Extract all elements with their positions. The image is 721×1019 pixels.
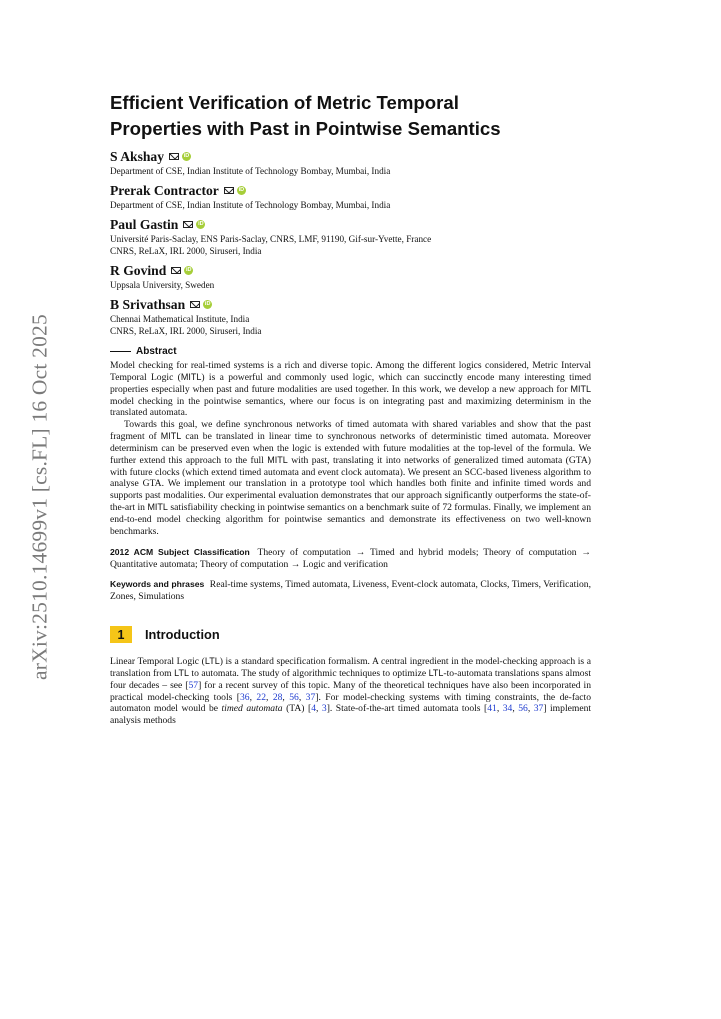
citation-link[interactable]: 56 [289, 691, 299, 703]
citation-link[interactable]: 36 [239, 691, 250, 703]
citation-link[interactable]: 57 [188, 679, 199, 691]
author-affiliation: Uppsala University, Sweden [110, 280, 215, 290]
orcid-icon[interactable]: iD [203, 300, 212, 309]
author-name: Paul Gastin iD [110, 217, 204, 232]
arxiv-identifier-text: arXiv:2510.14699v1 [cs.FL] 16 Oct 2025 [27, 314, 52, 680]
author-name: Prerak Contractor iD [110, 183, 245, 198]
author-name: R Govind iD [110, 263, 192, 278]
abstract-rule [110, 351, 131, 352]
section-heading [110, 626, 591, 643]
section-title: Introduction [145, 627, 220, 643]
abstract-paragraph: Model checking for real-timed systems is a rich and diverse topic. Among the different logics considered, Metric Interval Temporal Logic (MITL) is a powerful and commonly used logic, which can succinctly encode many interesting timed properties especially when past and future modalities are used together. In this work, we develop a new approach for MITL model checking in the pointwise semantics, where our focus is on integrating past and maximizing determinism in the translated automata. [110, 360, 591, 419]
author-affiliation: CNRS, ReLaX, IRL 2000, Siruseri, India [110, 246, 262, 256]
mail-icon[interactable] [224, 187, 234, 194]
citation-link[interactable]: 56 [518, 703, 528, 715]
author-block [110, 262, 591, 291]
author-name: B Srivathsan iD [110, 297, 211, 312]
section-number: 1 [110, 626, 132, 643]
paper-page [110, 90, 591, 727]
abstract-heading: Abstract [110, 346, 591, 357]
citation-link[interactable]: 34 [502, 703, 513, 715]
mail-icon[interactable] [190, 301, 200, 308]
abstract-paragraph: Towards this goal, we define synchronous networks of timed automata with shared variables and show that the past fragment of MITL can be translated in linear time to synchronous networks of deterministic timed automata. Moreover determinism can be preserved even when the logic is extended with future modalities at the top-level of the formula. We further extend this approach to the full MITL with past, translating it into networks of generalized timed automata (GTA) with future clocks (which extend timed automata and event clock automata). We present an SCC-based liveness algorithm to analyse GTA. We implement our translation in a prototype tool which handles both finite and infinite timed words and supports past modalities. Our experimental evaluation demonstrates that our approach significantly outperforms the state-of-the-art in MITL satisfiability checking in pointwise semantics on a benchmark suite of 72 formulas. Finally, we implement an end-to-end model checking algorithm for pointwise semantics and demonstrate its effectiveness on two well-known benchmarks. [110, 419, 591, 537]
keywords [110, 579, 591, 603]
author-affiliation: Chennai Mathematical Institute, India [110, 314, 250, 324]
author-affiliation: Université Paris-Saclay, ENS Paris-Saclay, CNRS, LMF, 91190, Gif-sur-Yvette, France [110, 234, 432, 244]
author-affiliation: Department of CSE, Indian Institute of Technology Bombay, Mumbai, India [110, 166, 391, 176]
acm-classification-text: Theory of computation → Timed and hybrid models; Theory of computation → Quantitative automata; Theory of computation → Logic and verification [110, 546, 591, 570]
orcid-icon[interactable]: iD [237, 186, 246, 195]
keywords-label: Keywords and phrases [110, 579, 205, 590]
orcid-icon[interactable]: iD [196, 220, 205, 229]
author-block [110, 182, 591, 211]
orcid-icon[interactable]: iD [184, 266, 193, 275]
author-affiliation: Department of CSE, Indian Institute of Technology Bombay, Mumbai, India [110, 200, 391, 210]
acm-classification [110, 547, 591, 571]
citation-link[interactable]: 41 [487, 703, 497, 715]
author-affiliation: CNRS, ReLaX, IRL 2000, Siruseri, India [110, 326, 262, 336]
author-block [110, 148, 591, 177]
citation-link[interactable]: 37 [533, 703, 544, 715]
citation-link[interactable]: 22 [256, 691, 266, 703]
paper-title-line-2: Properties with Past in Pointwise Semantics [110, 118, 501, 139]
citation-link[interactable]: 3 [321, 703, 327, 715]
author-name: S Akshay iD [110, 149, 190, 164]
mail-icon[interactable] [183, 221, 193, 228]
mail-icon[interactable] [169, 153, 179, 160]
arxiv-identifier [22, 302, 58, 692]
author-block [110, 216, 591, 257]
author-block [110, 296, 591, 337]
citation-link[interactable]: 28 [272, 691, 283, 703]
acm-classification-label: 2012 ACM Subject Classification [110, 546, 250, 557]
citation-link[interactable]: 4 [311, 703, 316, 715]
citation-link[interactable]: 37 [305, 691, 316, 703]
keywords-text: Real-time systems, Timed automata, Liveness, Event-clock automata, Clocks, Timers, Verification, Zones, Simulations [110, 579, 591, 603]
paper-title [110, 90, 591, 142]
intro-paragraph: Linear Temporal Logic (LTL) is a standard specification formalism. A central ingredient in the model-checking approach is a translation from LTL to automata. The study of algorithmic techniques to optimize LTL-to-automata translations spans almost four decades – see [57] for a recent survey of this topic. Many of the theoretical techniques have also been incorporated in practical model-checking tools [36, 22, 28, 56, 37]. For model-checking systems with timing constraints, the de-facto automaton model would be timed automata (TA) [4, 3]. State-of-the-art timed automata tools [41, 34, 56, 37] implement analysis methods [110, 656, 592, 727]
mail-icon[interactable] [171, 267, 181, 274]
paper-title-line-1: Efficient Verification of Metric Temporal [110, 92, 459, 113]
orcid-icon[interactable]: iD [182, 152, 191, 161]
